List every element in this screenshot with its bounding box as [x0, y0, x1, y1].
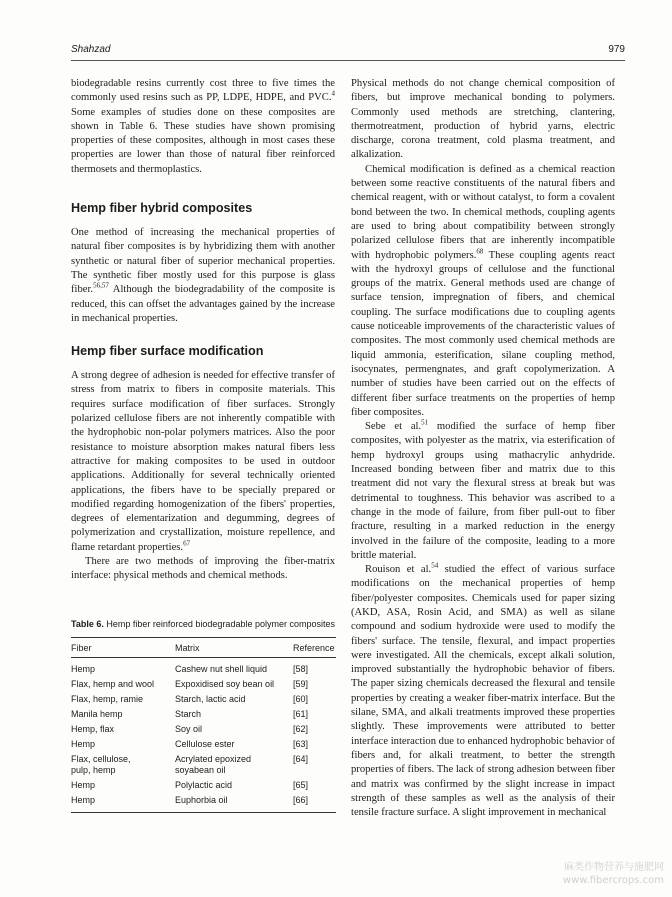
table-row: Manila hemp Starch [61] — [71, 708, 309, 719]
citation: 4 — [331, 89, 335, 98]
running-header-author: Shahzad — [71, 44, 111, 55]
column-header-matrix: Matrix — [175, 642, 200, 653]
citation: 68 — [476, 247, 484, 256]
table-6 — [71, 618, 336, 813]
physical-methods-paragraph: Physical methods do not change chemical composition of fibers, but improve mechanical bonding to polymers. Commonly used methods are stretching, clantering, thermotreatment, production of hybrid yarns, electric discharge, corona treatment, cold plasma treatment, and alkalization. — [351, 78, 615, 161]
table-row: Hemp Cashew nut shell liquid [58] — [71, 663, 309, 674]
chemical-modification-paragraph: Chemical modification is defined as a chemical reaction between some reactive constituents of the natural fibers and chemical reagent, with or without catalyst, to form a covalent bond between the two. In chemical methods, coupling agents are used to bring about compatibility between strongly polarized cellulose fibers that are inherently incompatible with hydrophobic polymers.$^{68}$ These coupling agents react with the hydroxyl groups of cellulose and the functional groups of the matrix. General methods used are change of surface tension, impregnation of fibers, and chemical coupling. The surface modifications due to coupling agents cause noticeable improvements of the characteristic values of composites. The most commonly used chemical methods are liquid ammonia, esterification, silane coupling method, isocynates, permengnates, and graft copolymerization. A number of studies have been carried out on the effects of different fiber surface treatments on the properties of hemp fiber composites. — [351, 163, 615, 418]
citation: 51 — [421, 418, 429, 427]
table-row: Hemp Cellulose ester [63] — [71, 738, 309, 749]
citation: 56,57 — [93, 281, 109, 290]
column-header-reference: Reference — [293, 642, 335, 653]
rouison-paragraph: Rouison et al.$^{54}$ studied the effect of various surface modifications on the mechanical properties of hemp fiber/polyester composites. Chemicals used for paper sizing (AKD, ASA, Rosin Acid, and SMA) as well as silane compound and sodium hydroxide were used to modify the fibers' surface. The tensile, flexural, and impact properties were investigated. All the chemicals, except alkali solution, improved substantially the hydrophobic behavior of fibers. The paper sizing chemicals decreased the flexural and tensile properties by creating a weaker fiber-matrix interface. But the silane, SMA, and alkali treatments improved these properties slightly. These improvements were attributed to better interface interaction due to enhanced hydrophobic behavior of fibers and, for alkali treatment, to better the strength properties of fibers. The lack of strong adhesion between fiber and matrix was confirmed by the slight increase in impact strength of these samples as well as the analysis of their tensile fracture surface. A slight improvement in mechanical — [351, 561, 615, 819]
table-header-row — [71, 637, 336, 657]
section-heading-hybrid: Hemp fiber hybrid composites — [71, 201, 253, 216]
running-header — [71, 42, 625, 61]
hybrid-paragraph: One method of increasing the mechanical properties of natural fiber composites is by hybridizing them with another synthetic or natural fiber of superior mechanical properties. The synthetic fiber mostly used for this purpose is glass fiber.$^{56,57}$ Although the biodegradability of the composite is reduced, this can offset the advantages gained by the increase in mechanical properties. — [71, 227, 335, 324]
table-row: Flax, cellulose, pulp, hemp Acrylated epoxized soyabean oil [64] — [71, 753, 309, 775]
section-heading-surface: Hemp fiber surface modification — [71, 344, 264, 359]
table-caption: Table 6. Hemp fiber reinforced biodegradable polymer composites — [71, 619, 335, 629]
right-column — [351, 77, 615, 820]
sebe-paragraph: Sebe et al.$^{51}$ modified the surface of hemp fiber composites, with polyester as the matrix, via esterification of hemp hydroxyl groups using mathacrylic anhydride. Increased bonding between fiber and matrix due to this treatment did not vary the flexural stress at break but was detrimental to toughness. This behavior was ascribed to a change in the mode of failure, from fiber pull-out to fiber fracture, resulting in a marked reduction in the energy involved in the failure of the composite, leading to a more brittle material. — [351, 418, 615, 561]
page-number: 979 — [608, 44, 625, 55]
column-header-fiber: Fiber — [71, 642, 92, 653]
table-row: Flax, hemp and wool Expoxidised soy bean oil [59] — [71, 678, 309, 689]
surface-paragraph-2: There are two methods of improving the fiber-matrix interface: physical methods and chemical methods. — [71, 556, 335, 582]
table-row: Hemp, flax Soy oil [62] — [71, 723, 309, 734]
surface-paragraph-1: A strong degree of adhesion is needed for effective transfer of stress from matrix to fibers in composite materials. This requires surface modification of fiber surfaces. Strongly polarized cellulose fibers are not inherently compatible with the hydrophobic non-polar polymers matrices. Also the poor resistance to moisture absorption makes natural fibers less attractive for making composites to be used in outdoor applications. Additionally for several technically oriented applications, the fibers have to be specially prepared or modified regarding homogenization of the fibers' properties, degrees of elementarization and degumming, degrees of polymerization and crystallization, moisture repellence, and flame retardant properties.$^{67}$ — [71, 370, 335, 553]
table-row: Hemp Polylactic acid [65] — [71, 780, 309, 790]
citation: 54 — [431, 561, 439, 570]
intro-paragraph: biodegradable resins currently cost three to five times the commonly used resins such as PP, LDPE, HDPE, and PVC.$^4$ Some examples of studies done on these composites are shown in Table 6. These studies have shown promising properties of these composites, although in most cases these properties are lower than those of natural fiber reinforced thermosets and thermoplastics. — [71, 78, 335, 175]
composites-table — [71, 637, 336, 813]
table-row: Hemp Euphorbia oil [66] — [71, 793, 336, 812]
citation: 67 — [183, 539, 191, 548]
table-row: Flax, hemp, ramie Starch, lactic acid [60] — [71, 693, 309, 704]
left-column — [71, 77, 335, 584]
watermark: 麻类作物营养与施肥网 www.fibercrops.com — [562, 862, 664, 886]
